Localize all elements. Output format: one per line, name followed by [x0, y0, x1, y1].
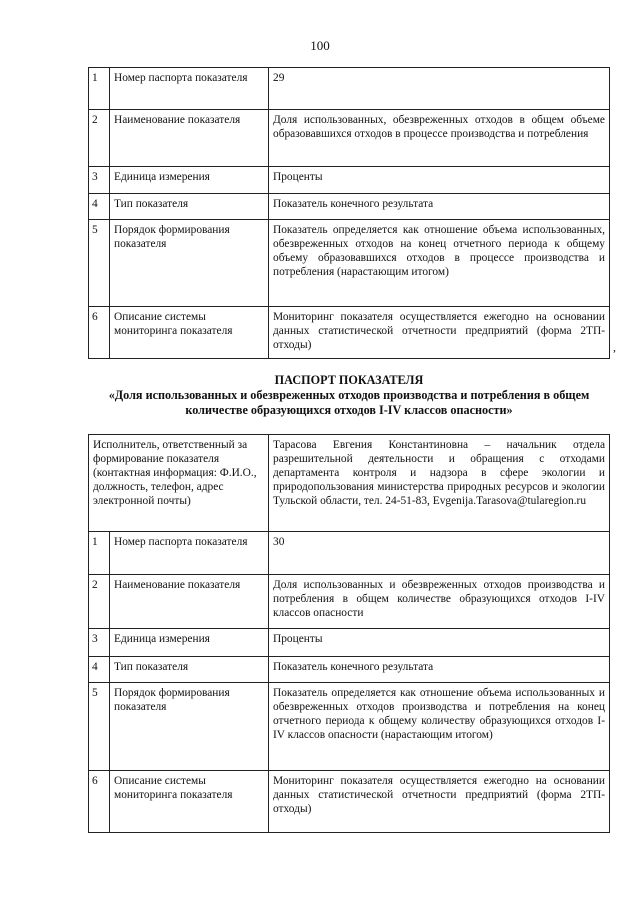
table-row [89, 167, 610, 194]
executor-value: Тарасова Евгения Константиновна – начальник отдела разрешительной деятельности и обращения с отходами департамента контроля и надзора в сфере экологии и природопользования министерства природных ресурсов и экологии Тульской области, тел. 24-51-83, Evgenija.Tarasova@tularegion.ru [269, 435, 610, 532]
row-number: 6 [89, 307, 110, 359]
table-row [89, 220, 610, 307]
row-number: 4 [89, 194, 110, 220]
row-label: Описание системы мониторинга показателя [110, 771, 269, 833]
table-row [89, 307, 610, 359]
row-number: 5 [89, 683, 110, 771]
row-number: 1 [89, 68, 110, 110]
row-number: 2 [89, 575, 110, 629]
row-value: Доля использованных, обезвреженных отходов в общем объеме образовавшихся отходов в процессе производства и потребления [269, 110, 610, 167]
row-label: Наименование показателя [110, 575, 269, 629]
table-row [89, 532, 610, 575]
row-number: 3 [89, 629, 110, 657]
table-row [89, 194, 610, 220]
table-row [89, 629, 610, 657]
row-number: 4 [89, 657, 110, 683]
row-value: Показатель конечного результата [269, 657, 610, 683]
row-label: Порядок формирования показателя [110, 683, 269, 771]
executor-label: Исполнитель, ответственный за формирование показателя (контактная информация: Ф.И.О., должность, телефон, адрес электронной почты) [89, 435, 269, 532]
row-value: Проценты [269, 629, 610, 657]
passport-title-block [88, 373, 610, 418]
table-row [89, 771, 610, 833]
passport-subtitle: «Доля использованных и обезвреженных отходов производства и потребления в общем количестве образующихся отходов I-IV классов опасности» [108, 388, 590, 417]
table-row [89, 575, 610, 629]
row-label: Единица измерения [110, 167, 269, 194]
row-label: Тип показателя [110, 657, 269, 683]
row-value: Проценты [269, 167, 610, 194]
table-row [89, 68, 610, 110]
row-value: Показатель определяется как отношение объема использованных и обезвреженных отходов производства и потребления на конец отчетного периода к общему количеству образующихся отходов I-IV классов опасности (нарастающим итогом) [269, 683, 610, 771]
row-number: 2 [89, 110, 110, 167]
row-label: Номер паспорта показателя [110, 68, 269, 110]
row-value: 29 [269, 68, 610, 110]
table-row [89, 110, 610, 167]
table-row [89, 683, 610, 771]
row-value: Мониторинг показателя осуществляется ежегодно на основании данных статистической отчетности предприятий (форма 2ТП-отходы) [269, 307, 610, 359]
page-number: 100 [310, 38, 330, 53]
indicator-table-30 [88, 434, 610, 833]
row-label: Наименование показателя [110, 110, 269, 167]
passport-heading: ПАСПОРТ ПОКАЗАТЕЛЯ [274, 373, 424, 387]
row-number: 5 [89, 220, 110, 307]
row-label: Порядок формирования показателя [110, 220, 269, 307]
trailing-comma: , [613, 340, 616, 354]
table-row [89, 657, 610, 683]
row-value: Мониторинг показателя осуществляется ежегодно на основании данных статистической отчетности предприятий (форма 2ТП-отходы) [269, 771, 610, 833]
row-label: Единица измерения [110, 629, 269, 657]
row-number: 6 [89, 771, 110, 833]
row-value: Доля использованных и обезвреженных отходов производства и потребления в общем количестве образующихся отходов I-IV классов опасности [269, 575, 610, 629]
row-value: 30 [269, 532, 610, 575]
row-label: Тип показателя [110, 194, 269, 220]
row-value: Показатель определяется как отношение объема использованных, обезвреженных отходов на конец отчетного периода к общему объему образовавшихся отходов в процессе производства и потребления (нарастающим итогом) [269, 220, 610, 307]
executor-row [89, 435, 610, 532]
row-label: Описание системы мониторинга показателя [110, 307, 269, 359]
row-label: Номер паспорта показателя [110, 532, 269, 575]
indicator-table-29 [88, 67, 610, 359]
row-number: 1 [89, 532, 110, 575]
row-value: Показатель конечного результата [269, 194, 610, 220]
row-number: 3 [89, 167, 110, 194]
